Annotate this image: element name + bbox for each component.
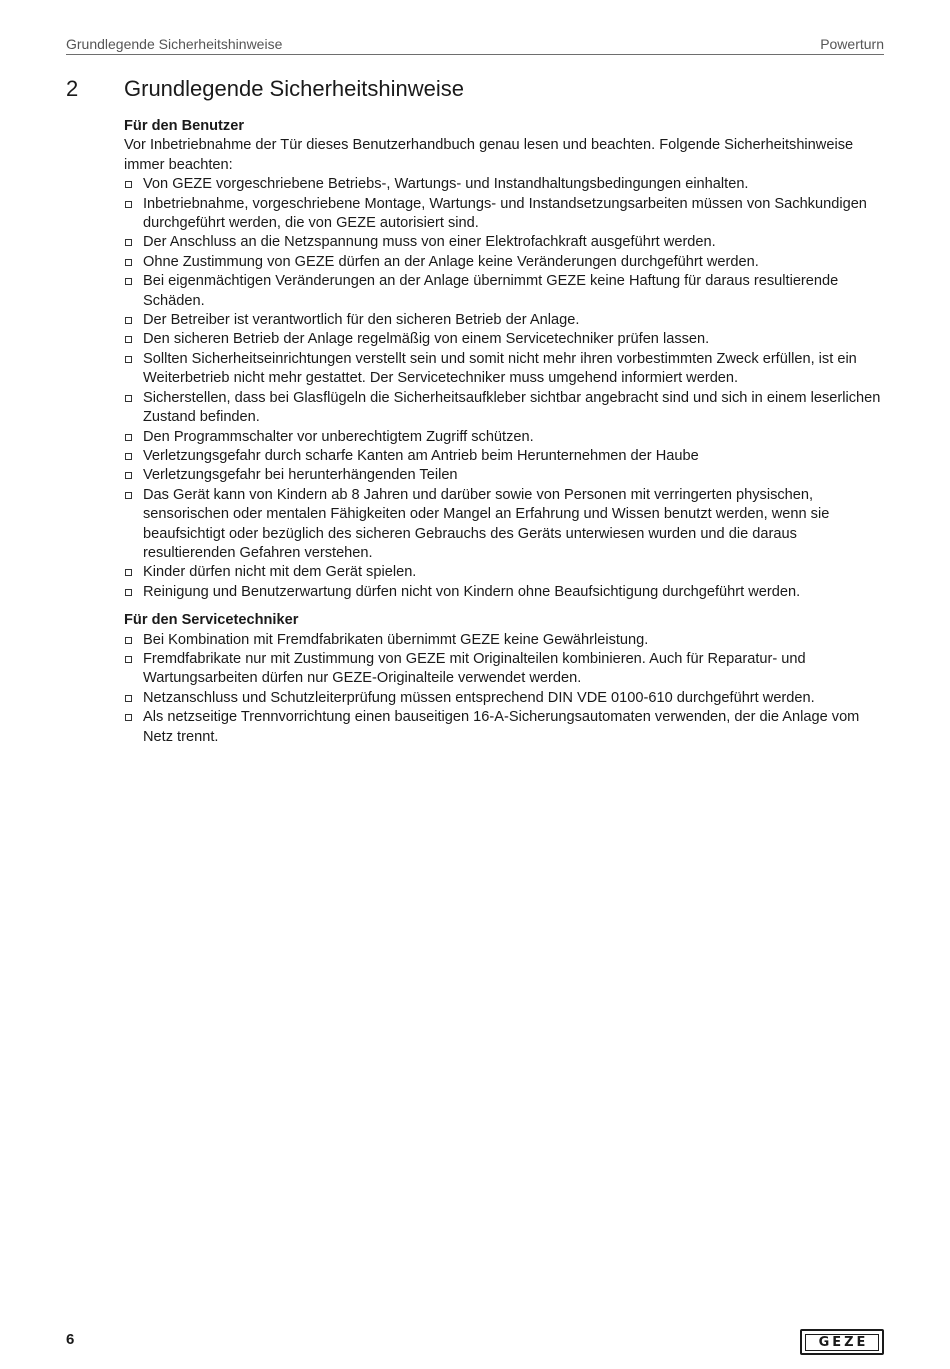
list-item: [124, 428, 884, 447]
list-item-text: Den sicheren Betrieb der Anlage regelmäßig von einem Servicetechniker prüfen lassen.: [143, 331, 710, 348]
list-item-text: Als netzseitige Trennvorrichtung einen bauseitigen 16-A-Sicherungsautomaten verwenden, der die Anlage vom Netz trennt.: [143, 709, 860, 745]
list-item-text: Inbetriebnahme, vorgeschriebene Montage, Wartungs- und Instandsetzungsarbeiten müssen von Sachkundigen durchgeführt werden, die von GEZE autorisiert sind.: [143, 195, 867, 232]
list-item: [124, 389, 884, 428]
service-section: [124, 611, 884, 747]
list-item-text: Das Gerät kann von Kindern ab 8 Jahren und darüber sowie von Personen mit verringerten physischen, sensorischen oder mentalen Fähigkeiten oder Mangel an Erfahrung und Wissen benutzt werden, wenn sie beaufsichtigt oder bezüglich des sicheren Gebrauchs des Geräts unterwiesen wurden und die daraus resultierenden Gefahren verstehen.: [143, 486, 830, 561]
list-item: [124, 311, 884, 330]
list-item: [124, 466, 884, 485]
list-item-text: Von GEZE vorgeschriebene Betriebs-, Wartungs- und Instandhaltungsbedingungen einhalten.: [143, 176, 749, 193]
running-header: [66, 35, 884, 55]
list-item-text: Reinigung und Benutzerwartung dürfen nicht von Kindern ohne Beaufsichtigung durchgeführt werden.: [143, 583, 801, 600]
service-section-heading: Für den Servicetechniker: [124, 612, 299, 629]
list-item: [124, 689, 884, 708]
list-item-text: Kinder dürfen nicht mit dem Gerät spielen.: [143, 564, 417, 581]
list-item-text: Netzanschluss und Schutzleiterprüfung müssen entsprechend DIN VDE 0100-610 durchgeführt werden.: [143, 689, 815, 706]
user-section: [124, 117, 884, 602]
header-section-title: Grundlegende Sicherheitshinweise: [66, 36, 283, 52]
square-bullet-icon: [125, 492, 132, 499]
list-item: [124, 253, 884, 272]
geze-logo: [800, 1329, 884, 1355]
list-item-text: Verletzungsgefahr bei herunterhängenden Teilen: [143, 467, 458, 484]
chapter-title: Grundlegende Sicherheitshinweise: [124, 76, 464, 101]
page-number: 6: [66, 1331, 75, 1348]
square-bullet-icon: [125, 317, 132, 324]
list-item-text: Der Betreiber ist verantwortlich für den sicheren Betrieb der Anlage.: [143, 312, 580, 329]
main-content: [124, 117, 884, 747]
list-item: [124, 563, 884, 582]
list-item-text: Verletzungsgefahr durch scharfe Kanten am Antrieb beim Herunternehmen der Haube: [143, 447, 699, 464]
list-item-text: Bei Kombination mit Fremdfabrikaten übernimmt GEZE keine Gewährleistung.: [143, 631, 649, 648]
list-item-text: Ohne Zustimmung von GEZE dürfen an der Anlage keine Veränderungen durchgeführt werden.: [143, 253, 759, 270]
user-section-heading: Für den Benutzer: [124, 118, 244, 134]
list-item: [124, 330, 884, 349]
square-bullet-icon: [125, 569, 132, 576]
square-bullet-icon: [125, 434, 132, 441]
header-product-name: Powerturn: [820, 36, 884, 52]
square-bullet-icon: [125, 181, 132, 188]
list-item: [124, 175, 884, 194]
list-item-text: Der Anschluss an die Netzspannung muss von einer Elektrofachkraft ausgeführt werden.: [143, 234, 716, 251]
list-item: [124, 583, 884, 602]
list-item: [124, 631, 884, 650]
square-bullet-icon: [125, 201, 132, 208]
list-item: [124, 195, 884, 234]
square-bullet-icon: [125, 656, 132, 663]
square-bullet-icon: [125, 336, 132, 343]
square-bullet-icon: [125, 714, 132, 721]
user-safety-list: [124, 175, 884, 602]
square-bullet-icon: [125, 259, 132, 266]
list-item: [124, 708, 884, 747]
square-bullet-icon: [125, 637, 132, 644]
square-bullet-icon: [125, 453, 132, 460]
user-section-intro: Vor Inbetriebnahme der Tür dieses Benutzerhandbuch genau lesen und beachten. Folgende Sicherheitshinweise immer beachten:: [124, 137, 854, 173]
square-bullet-icon: [125, 695, 132, 702]
list-item: [124, 650, 884, 689]
list-item: [124, 233, 884, 252]
geze-logo-text: GEZE: [818, 1334, 869, 1350]
list-item-text: Den Programmschalter vor unberechtigtem Zugriff schützen.: [143, 428, 534, 445]
list-item: [124, 447, 884, 466]
chapter-number: 2: [66, 76, 79, 101]
list-item-text: Bei eigenmächtigen Veränderungen an der Anlage übernimmt GEZE keine Haftung für daraus resultierende Schäden.: [143, 273, 839, 309]
square-bullet-icon: [125, 278, 132, 285]
list-item-text: Sollten Sicherheitseinrichtungen verstellt sein und somit nicht mehr ihren vorbestimmten Zweck erfüllen, ist ein Weiterbetrieb nicht mehr gestattet. Der Servicetechniker muss umgehend informiert werden.: [143, 350, 857, 387]
list-item: [124, 350, 884, 389]
list-item: [124, 272, 884, 311]
square-bullet-icon: [125, 472, 132, 479]
list-item-text: Fremdfabrikate nur mit Zustimmung von GEZE mit Originalteilen kombinieren. Auch für Reparatur- und Wartungsarbeiten dürfen nur GEZE-Originalteile verwendet werden.: [143, 650, 806, 687]
square-bullet-icon: [125, 239, 132, 246]
square-bullet-icon: [125, 395, 132, 402]
list-item: [124, 486, 884, 564]
square-bullet-icon: [125, 356, 132, 363]
geze-logo-frame: [805, 1334, 879, 1351]
service-safety-list: [124, 631, 884, 747]
square-bullet-icon: [125, 589, 132, 596]
list-item-text: Sicherstellen, dass bei Glasflügeln die Sicherheitsaufkleber sichtbar angebracht sind und sich in einem leserlichen Zustand befinden.: [143, 389, 881, 426]
